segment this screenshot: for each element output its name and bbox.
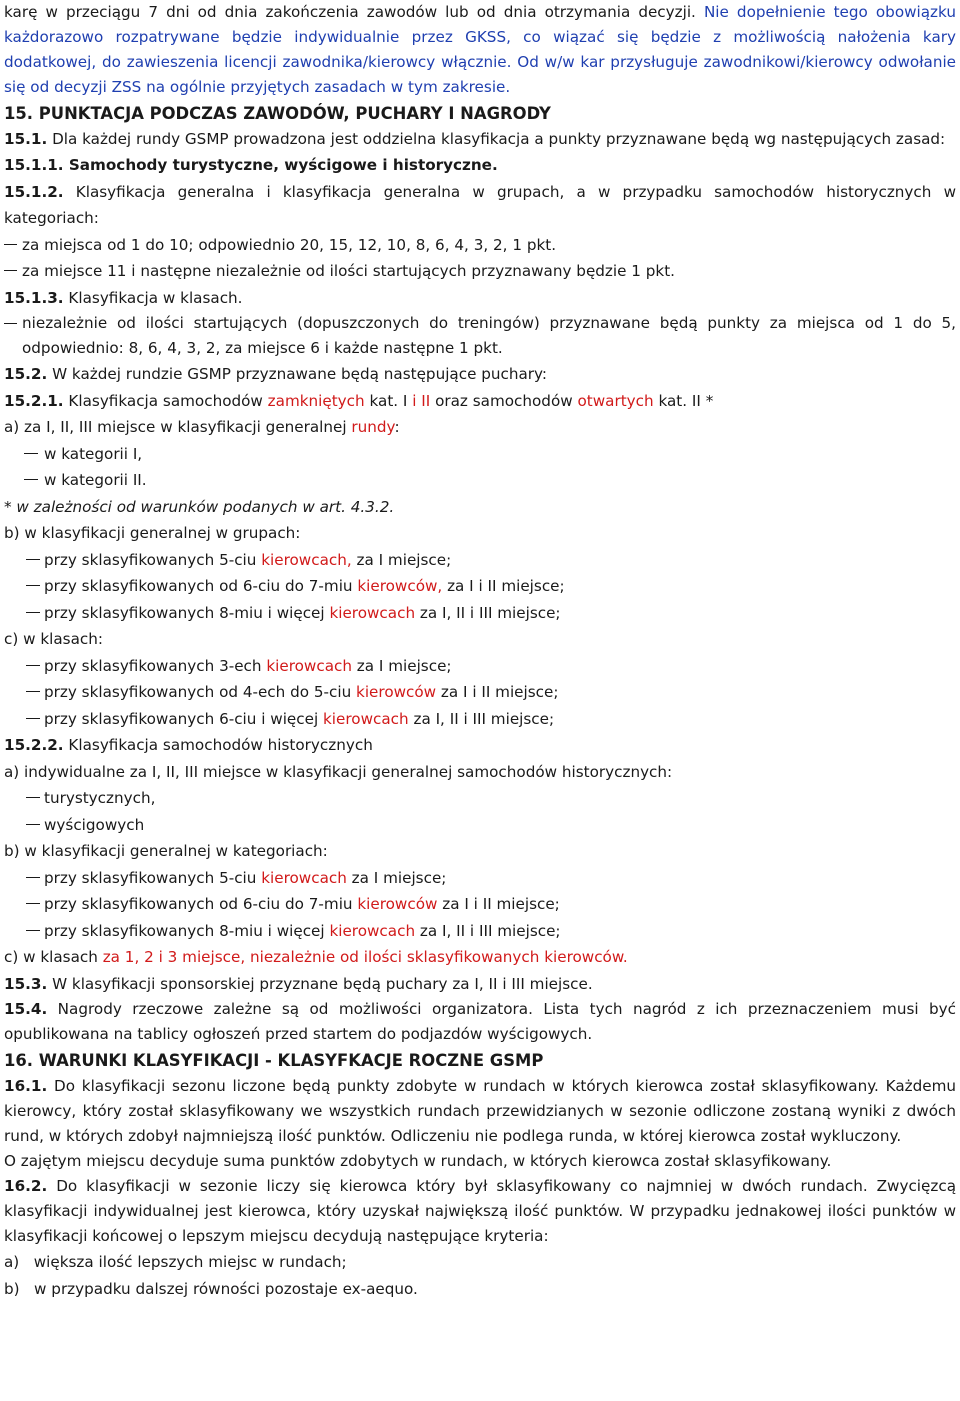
clause-number: 15.1.3.: [4, 288, 64, 307]
footnote: * w zależności od warunków podanych w art. 4.3.2.: [4, 497, 395, 516]
clause-heading: 15.1.1. Samochody turystyczne, wyścigowe i historyczne.: [4, 156, 498, 174]
text-run: przy sklasyfikowanych od 4-ech do 5-ciu: [44, 683, 357, 701]
clause-number: 15.2.1.: [4, 391, 64, 410]
text-run-red: kierowców: [356, 683, 437, 701]
text-run-blue: Nie dopełnienie tego obowiązku każdorazowo rozpatrywane będzie indywidualnie przez GKSS, co wiązać się będzie z możliwością nałożenia kary dodatkowej, do zawieszenia licencji zawodnika/kierowcy włącznie.: [4, 3, 956, 71]
text-run: za I i II miejsce;: [442, 577, 565, 595]
list-item: [4, 653, 956, 680]
paragraph-15-4: [4, 997, 956, 1047]
clause-number: 15.2.2.: [4, 736, 64, 754]
text-run: przy sklasyfikowanych 8-miu i więcej: [44, 603, 330, 622]
text-run-red: za 1, 2 i 3 miejsce, niezależnie od ilości sklasyfikowanych kierowców.: [102, 948, 628, 966]
text-run: za I, II i III miejsce;: [415, 603, 561, 622]
clause-number: 15.3.: [4, 974, 48, 993]
clause-number: 15.4.: [4, 1000, 48, 1018]
list-item: wyścigowych: [4, 812, 956, 839]
paragraph-15-1-1: [4, 152, 956, 179]
criterion-b: b) w przypadku dalszej równości pozostaje ex-aequo.: [4, 1279, 418, 1298]
list-item: [4, 706, 956, 733]
clause-number: 16.1.: [4, 1077, 48, 1095]
clause-number: 15.1.: [4, 130, 48, 148]
criterion-a: a) większa ilość lepszych miejsc w rundach;: [4, 1253, 347, 1271]
text-run: karę w przeciągu 7 dni od dnia zakończenia zawodów lub od dnia otrzymania decyzji.: [4, 3, 696, 21]
clause-text: W klasyfikacji sponsorskiej przyznane będą puchary za I, II i III miejsce.: [47, 974, 593, 993]
list-item: w kategorii I,: [4, 441, 956, 468]
list-item: za miejsce 11 i następne niezależnie od ilości startujących przyznawany będzie 1 pkt.: [4, 258, 956, 285]
text-run-red: kierowcach: [323, 709, 409, 728]
text-run-red: kierowcach: [329, 921, 416, 940]
list-item: [4, 865, 956, 892]
text-run: przy sklasyfikowanych 5-ciu: [44, 868, 262, 887]
text-run-red: kierowcach: [329, 603, 416, 622]
clause-text: Klasyfikacja samochodów historycznych: [63, 736, 373, 754]
text-run: przy sklasyfikowanych 6-ciu i więcej: [44, 709, 324, 728]
paragraph-16-1-continued: O zajętym miejscu decyduje suma punktów zdobytych w rundach, w których kierowca został sklasyfikowany.: [4, 1152, 832, 1170]
clause-number: 15.2.: [4, 365, 48, 383]
text-run: za I miejsce;: [351, 656, 452, 675]
list-a: [4, 414, 956, 441]
text-run-red: kierowcach: [266, 656, 352, 675]
text-run: za I miejsce;: [351, 550, 452, 569]
clause-text: Do klasyfikacji w sezonie liczy się kierowca który był sklasyfikowany co najmniej w dwóch rundach. Zwycięzcą klasyfikacji indywidualnej jest kierowca, który uzyskał największą ilość punktów. W przypadku jednakowej ilości punktów w klasyfikacji końcowej o lepszym miejscu decydują następujące kryteria:: [4, 1177, 956, 1245]
paragraph-15-1-2: [4, 179, 956, 232]
text-run-red: otwartych: [577, 391, 654, 410]
list-item: za miejsca od 1 do 10; odpowiednio 20, 15, 12, 10, 8, 6, 4, 3, 2, 1 pkt.: [4, 232, 956, 259]
text-run: za I, II i III miejsce;: [415, 921, 561, 940]
text-run-blue: Od w/w kar przysługuje zawodnikowi/kierowcy odwołanie się od decyzji ZSS na ogólnie przyjętych zasadach w tym zakresie.: [4, 53, 957, 96]
section-15-heading: 15. PUNKTACJA PODCZAS ZAWODÓW, PUCHARY I NAGRODY: [4, 104, 551, 123]
clause-number: 15.1.2.: [4, 182, 64, 201]
paragraph-15-2-1: [4, 388, 956, 415]
list-item: w kategorii II.: [4, 467, 956, 494]
list-c: c) w klasach:: [4, 630, 103, 648]
text-run-red: kierowców: [357, 895, 438, 913]
list-b: b) w klasyfikacji generalnej w grupach:: [4, 524, 301, 542]
text-run: przy sklasyfikowanych od 6-ciu do 7-miu: [44, 895, 358, 913]
text-run: a) za I, II, III miejsce w klasyfikacji generalnej: [4, 418, 352, 436]
clause-text: Klasyfikacja generalna i klasyfikacja generalna w grupach, a w przypadku samochodów historycznych w kategoriach:: [4, 182, 956, 227]
text-run: za I i II miejsce;: [436, 683, 559, 701]
paragraph-penalty: [4, 0, 956, 100]
text-run-red: kierowcach,: [261, 550, 352, 569]
paragraph-16-1: [4, 1074, 956, 1149]
text-run: oraz samochodów: [430, 391, 578, 410]
list-item: [4, 891, 956, 918]
text-run-red: i II: [412, 391, 431, 410]
section-16-heading: 16. WARUNKI KLASYFIKACJI - KLASYFKACJE ROCZNE GSMP: [4, 1051, 544, 1070]
text-run: kat. I: [364, 391, 413, 410]
paragraph-15-1-3: [4, 285, 956, 312]
clause-text: Dla każdej rundy GSMP prowadzona jest oddzielna klasyfikacja a punkty przyznawane będą wg następujących zasad:: [47, 130, 946, 148]
text-run-red: zamkniętych: [267, 391, 365, 410]
text-run-red: kierowcach: [261, 868, 347, 887]
text-run: przy sklasyfikowanych od 6-ciu do 7-miu: [44, 577, 358, 595]
list-item: [4, 918, 956, 945]
list-item: [4, 547, 956, 574]
clause-text: Klasyfikacja w klasach.: [63, 288, 243, 307]
list-item: [4, 573, 956, 600]
text-run: przy sklasyfikowanych 8-miu i więcej: [44, 921, 330, 940]
paragraph-16-2: [4, 1174, 956, 1249]
text-run: kat. II *: [653, 391, 714, 410]
list-item: niezależnie od ilości startujących (dopuszczonych do treningów) przyznawane będą punkty za miejsca od 1 do 5, odpowiednio: 8, 6, 4, 3, 2, za miejsce 6 i każde następne 1 pkt.: [4, 311, 956, 361]
text-run: przy sklasyfikowanych 5-ciu: [44, 550, 262, 569]
text-run: Klasyfikacja samochodów: [63, 391, 268, 410]
clause-text: Do klasyfikacji sezonu liczone będą punkty zdobyte w rundach w których kierowca został sklasyfikowany. Każdemu kierowcy, który został sklasyfikowany we wszystkich rundach przewidzianych w sezonie odliczone zostaną wyniki z dwóch rund, w których zdobył najmniejszą ilość punktów. Odliczeniu nie podlega runda, w której kierowca został wykluczony.: [4, 1077, 956, 1145]
paragraph-15-3: [4, 971, 956, 998]
text-run: c) w klasach: [4, 948, 103, 966]
list-item: [4, 600, 956, 627]
text-run: przy sklasyfikowanych 3-ech: [44, 656, 267, 675]
text-run: za I miejsce;: [346, 868, 447, 887]
clause-text: Nagrody rzeczowe zależne są od możliwości organizatora. Lista tych nagród z ich przeznaczeniem musi być opublikowana na tablicy ogłoszeń przed startem do podjazdów wyścigowych.: [4, 1000, 956, 1043]
list-b: b) w klasyfikacji generalnej w kategoriach:: [4, 842, 328, 860]
paragraph-15-2-2: [4, 732, 956, 759]
text-run: :: [394, 418, 400, 436]
text-run: za I i II miejsce;: [437, 895, 560, 913]
clause-number: 16.2.: [4, 1177, 48, 1195]
list-c: [4, 944, 956, 971]
clause-text: W każdej rundzie GSMP przyznawane będą następujące puchary:: [47, 365, 548, 383]
list-item: turystycznych,: [4, 785, 956, 812]
text-run-red: rundy: [351, 418, 395, 436]
paragraph-15-1: [4, 127, 956, 152]
list-item: [4, 679, 956, 706]
text-run: za I, II i III miejsce;: [408, 709, 555, 728]
list-a: a) indywidualne za I, II, III miejsce w klasyfikacji generalnej samochodów historycznych:: [4, 762, 673, 781]
paragraph-15-2: [4, 361, 956, 388]
text-run-red: kierowców,: [357, 577, 443, 595]
